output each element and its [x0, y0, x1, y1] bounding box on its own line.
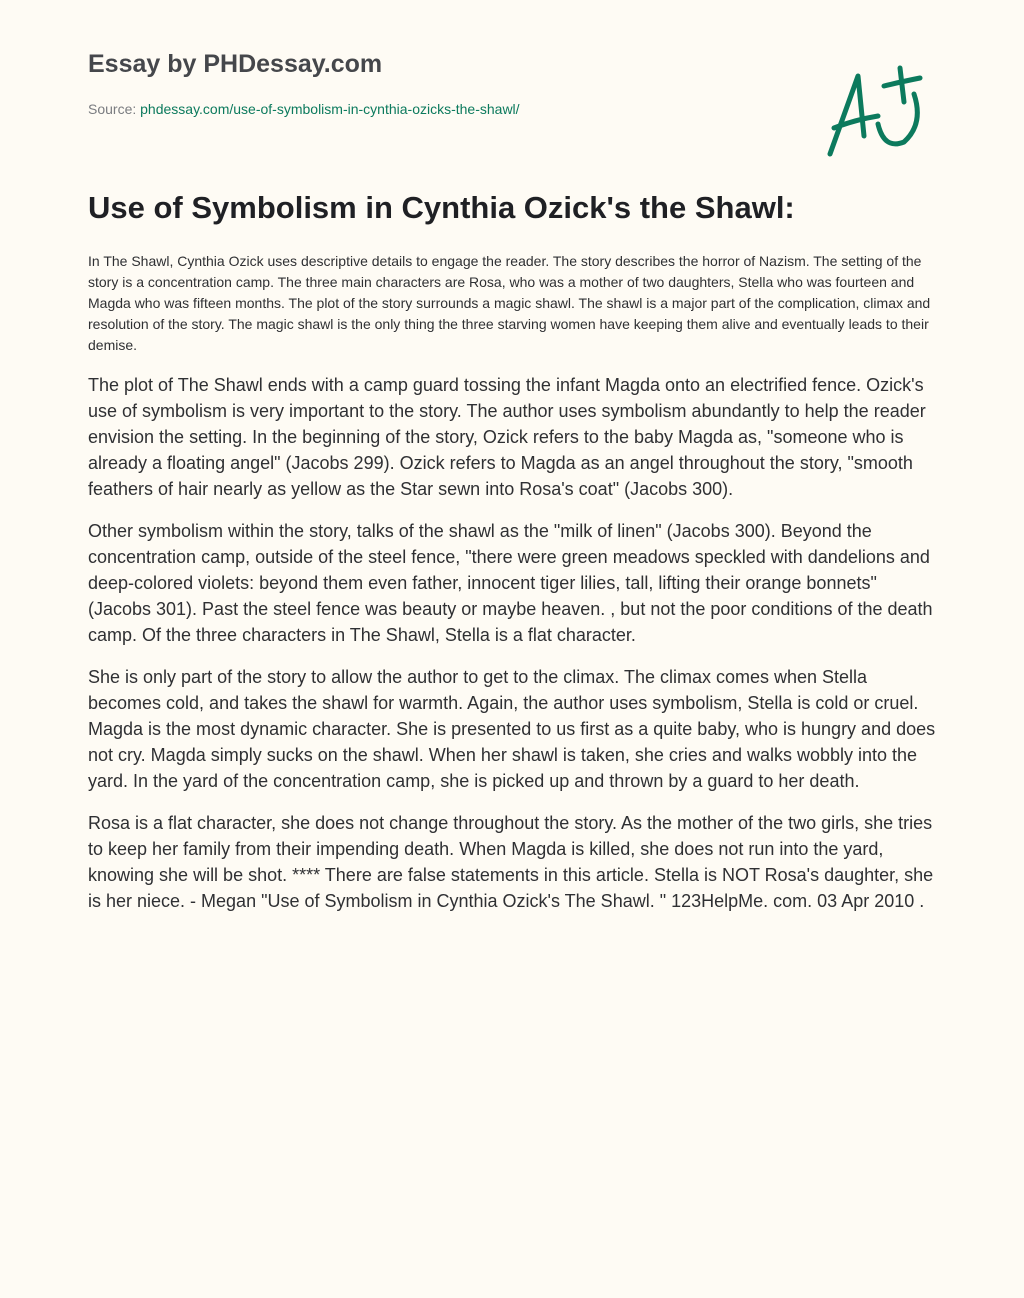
- source-line: [88, 101, 520, 117]
- essay-title: Use of Symbolism in Cynthia Ozick's the Shawl:: [88, 190, 795, 225]
- essay-paragraph: The plot of The Shawl ends with a camp guard tossing the infant Magda onto an electrified fence. Ozick's use of symbolism is very important to the story. The author uses symbolism abundantly to help the reader envision the setting. In the beginning of the story, Ozick refers to the baby Magda as, "someone who is already a floating angel" (Jacobs 299). Ozick refers to Magda as an angel throughout the story, "smooth feathers of hair nearly as yellow as the Star sewn into Rosa's coat" (Jacobs 300).: [88, 375, 926, 499]
- site-brand: Essay by PHDessay.com: [88, 50, 383, 78]
- essay-paragraph: She is only part of the story to allow the author to get to the climax. The climax comes when Stella becomes cold, and takes the shawl for warmth. Again, the author uses symbolism, Stella is cold or cruel. Magda is the most dynamic character. She is presented to us first as a quite baby, who is hungry and does not cry. Magda simply sucks on the shawl. When her shawl is taken, she cries and walks wobbly into the yard. In the yard of the concentration camp, she is picked up and thrown by a guard to her death.: [88, 667, 936, 791]
- source-link[interactable]: phdessay.com/use-of-symbolism-in-cynthia-ozicks-the-shawl/: [140, 101, 520, 117]
- source-label: Source:: [88, 101, 141, 117]
- header: [88, 50, 520, 117]
- essay-body: [88, 251, 940, 930]
- essay-paragraph: Other symbolism within the story, talks of the shawl as the "milk of linen" (Jacobs 300). Beyond the concentration camp, outside of the steel fence, "there were green meadows speckled with dandelions and deep-colored violets: beyond them even father, innocent tiger lilies, tall, lifting their orange bonnets" (Jacobs 301). Past the steel fence was beauty or maybe heaven. , but not the poor conditions of the death camp. Of the three characters in The Shawl, Stella is a flat character.: [88, 521, 933, 645]
- essay-paragraph: Rosa is a flat character, she does not change throughout the story. As the mother of the two girls, she tries to keep her family from their impending death. When Magda is killed, she does not run into the yard, knowing she will be shot. **** There are false statements in this article. Stella is NOT Rosa's daughter, she is her niece. - Megan "Use of Symbolism in Cynthia Ozick's The Shawl. " 123HelpMe. com. 03 Apr 2010 .: [88, 813, 934, 911]
- a-plus-grade-icon: [820, 64, 930, 160]
- essay-intro: In The Shawl, Cynthia Ozick uses descriptive details to engage the reader. The story describes the horror of Nazism. The setting of the story is a concentration camp. The three main characters are Rosa, who was a mother of two daughters, Stella who was fourteen and Magda who was fifteen months. The plot of the story surrounds a magic shawl. The shawl is a major part of the complication, climax and resolution of the story. The magic shawl is the only thing the three starving women have keeping them alive and eventually leads to their demise.: [88, 253, 931, 353]
